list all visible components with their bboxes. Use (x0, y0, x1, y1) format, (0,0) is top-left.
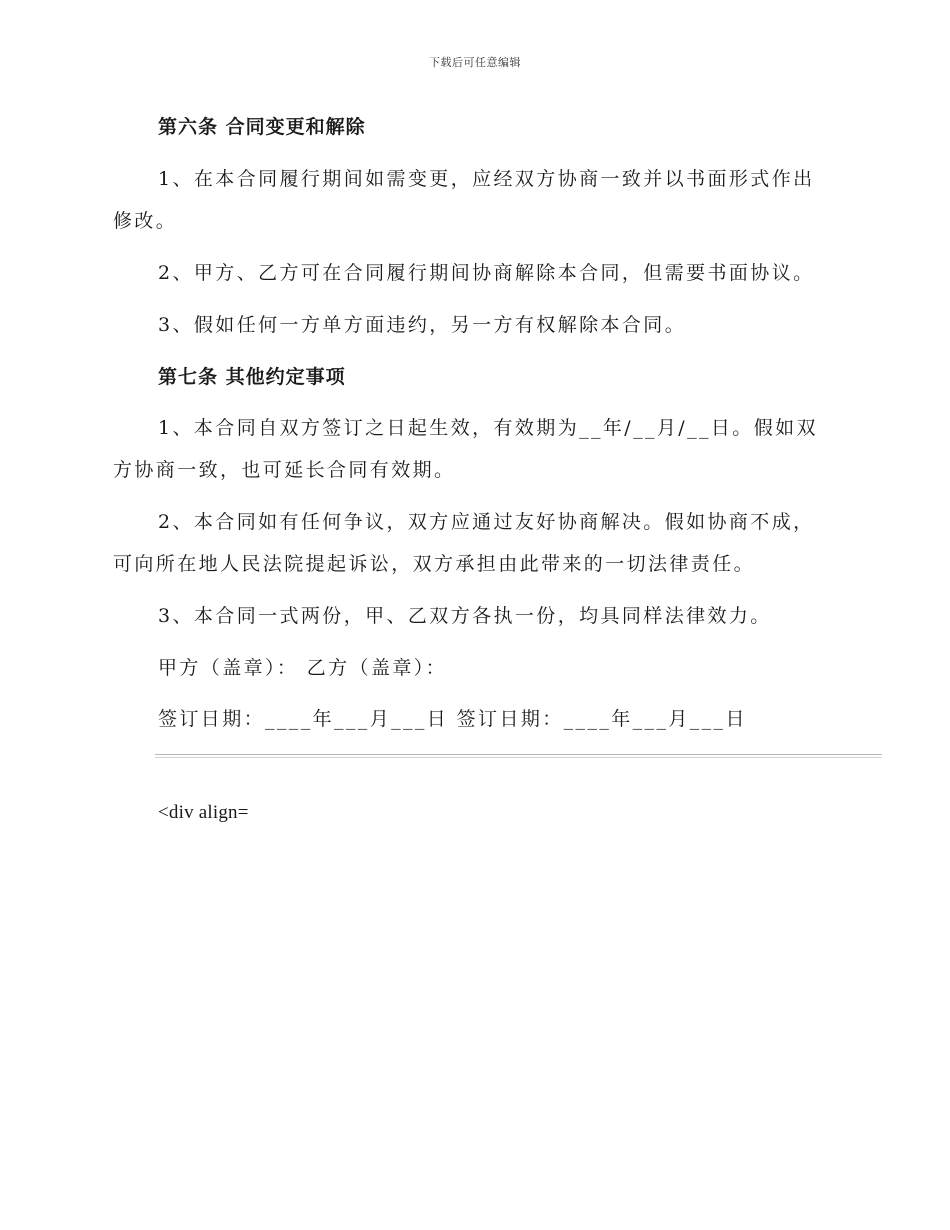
section7-paragraph2-line2: 可向所在地人民法院提起诉讼，双方承担由此带来的一切法律责任。 (113, 553, 756, 575)
header-note: 下载后可任意编辑 (429, 56, 521, 69)
section7-heading: 第七条 其他约定事项 (158, 366, 346, 388)
trailing-code-text: <div align= (158, 802, 249, 823)
section6-paragraph1-line2: 修改。 (113, 210, 178, 232)
section7-paragraph1-line2: 方协商一致，也可延长合同有效期。 (113, 459, 456, 481)
section7-paragraph1-line1: 1、本合同自双方签订之日起生效，有效期为__年/__月/__日。假如双 (158, 417, 818, 439)
section6-paragraph1-line1: 1、在本合同履行期间如需变更，应经双方协商一致并以书面形式作出 (158, 168, 815, 190)
section6-heading: 第六条 合同变更和解除 (158, 116, 366, 138)
signature-parties: 甲方（盖章）： 乙方（盖章）： (158, 657, 448, 679)
section6-paragraph2: 2、甲方、乙方可在合同履行期间协商解除本合同，但需要书面协议。 (158, 262, 815, 284)
signature-dates: 签订日期：____年___月___日 签订日期：____年___月___日 (158, 708, 747, 730)
section7-paragraph3: 3、本合同一式两份，甲、乙双方各执一份，均具同样法律效力。 (158, 605, 772, 627)
section7-paragraph2-line1: 2、本合同如有任何争议，双方应通过友好协商解决。假如协商不成， (158, 511, 815, 533)
horizontal-rule-shadow (155, 757, 882, 758)
section6-paragraph3: 3、假如任何一方单方面违约，另一方有权解除本合同。 (158, 314, 687, 336)
horizontal-rule (155, 754, 882, 755)
